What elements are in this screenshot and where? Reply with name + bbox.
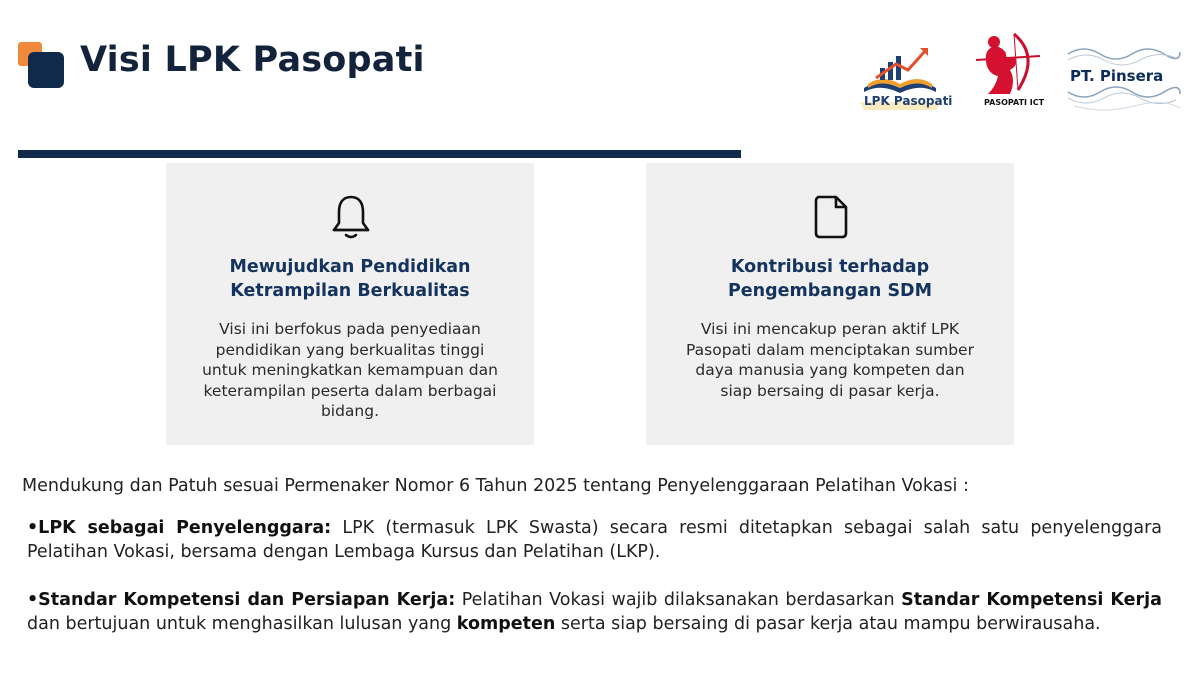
card-title: Kontribusi terhadap Pengembangan SDM (727, 257, 932, 301)
bullet-label: •Standar Kompetensi dan Persiapan Kerja: (27, 590, 456, 610)
page-title: Visi LPK Pasopati (80, 40, 425, 80)
header-divider (18, 150, 741, 158)
card-text: Visi ini berfokus pada penyediaan pendidikan yang berkualitas tinggi untuk meningkatkan kemampuan dan keterampilan peserta dalam berbagai bidang. (202, 320, 498, 420)
bullet-emphasis: kompeten (456, 614, 556, 634)
bullet-text: Pelatihan Vokasi wajib dilaksanakan berdasarkan (455, 590, 902, 610)
card-title: Mewujudkan Pendidikan Ketrampilan Berkualitas (229, 257, 471, 301)
bullet-label: •LPK sebagai Penyelenggara: (27, 518, 332, 538)
pt-pinsera-logo (1064, 40, 1182, 120)
lpk-pasopati-logo (856, 42, 953, 112)
bullet-text: dan bertujuan untuk menghasilkan lulusan yang (27, 614, 457, 634)
document-icon (810, 193, 852, 241)
bell-icon (330, 193, 372, 241)
vision-card-education (166, 163, 534, 445)
regulation-intro: Mendukung dan Patuh sesuai Permenaker Nomor 6 Tahun 2025 tentang Penyelenggaraan Pelatihan Vokasi : (22, 476, 969, 496)
bullet-text: LPK (termasuk LPK Swasta) secara resmi ditetapkan sebagai salah satu penyelenggara Pelatihan Vokasi, bersama dengan Lembaga Kursus dan Pelatihan (LKP). (27, 518, 1162, 562)
title-accent-icon (18, 42, 66, 88)
partner-logos (852, 30, 1182, 130)
pasopati-ict-logo-text: PASOPATI ICT (984, 98, 1045, 107)
pt-pinsera-logo-text: PT. Pinsera (1070, 67, 1164, 85)
lpk-pasopati-logo-text: LPK Pasopati (864, 94, 953, 108)
vision-card-hr-development (646, 163, 1014, 445)
bullet-competency-standard (27, 588, 1162, 636)
archer-icon (970, 30, 1046, 100)
bullet-text: serta siap bersaing di pasar kerja atau mampu berwirausaha. (555, 614, 1101, 634)
card-text: Visi ini mencakup peran aktif LPK Pasopati dalam menciptakan sumber daya manusia yang kompeten dan siap bersaing di pasar kerja. (686, 320, 974, 400)
accent-square-navy (28, 52, 64, 88)
pasopati-ict-logo (970, 30, 1046, 110)
bullet-lpk-organizer (27, 516, 1162, 564)
bullet-emphasis: Standar Kompetensi Kerja (901, 590, 1162, 610)
